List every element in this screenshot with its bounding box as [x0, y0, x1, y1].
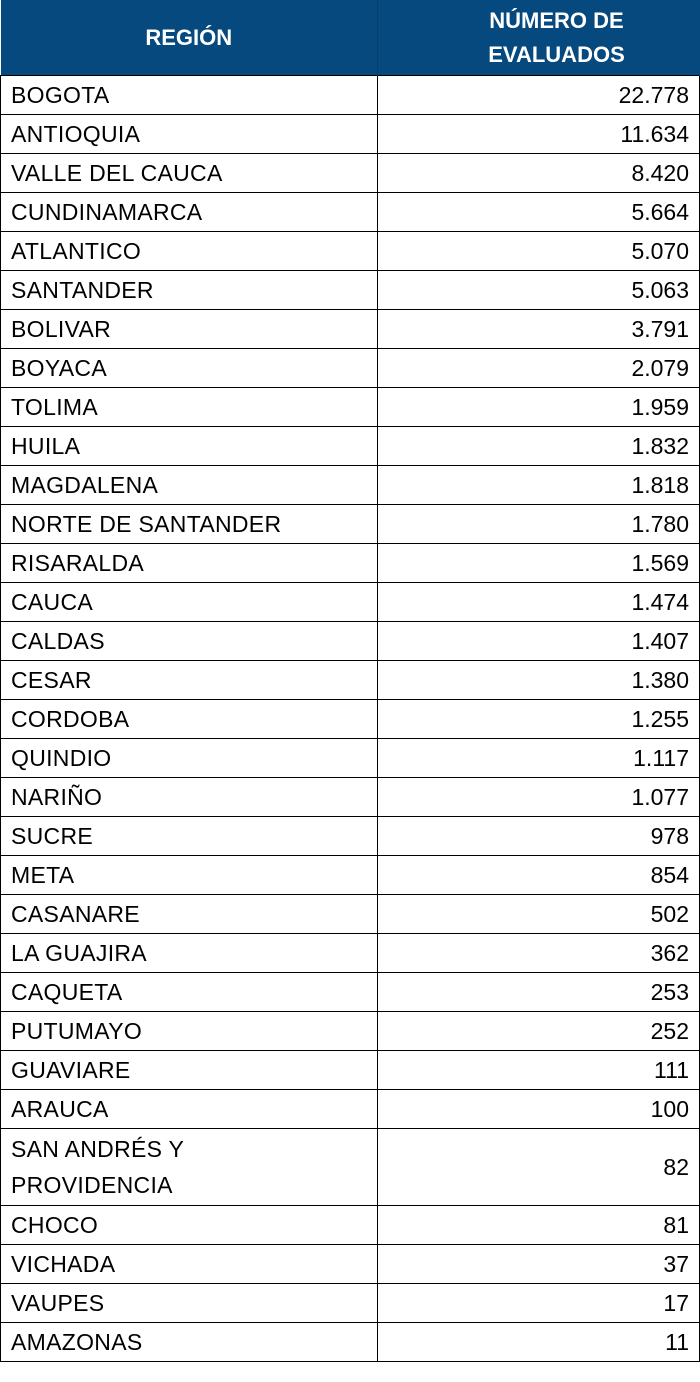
region-cell: BOGOTA [1, 76, 378, 115]
region-cell: HUILA [1, 427, 378, 466]
table-row [1, 388, 700, 427]
count-cell: 1.255 [378, 700, 700, 739]
table-row [1, 856, 700, 895]
table-row [1, 1206, 700, 1245]
region-cell: CUNDINAMARCA [1, 193, 378, 232]
column-header-count-line1: NÚMERO DE [489, 7, 624, 33]
count-cell: 5.664 [378, 193, 700, 232]
region-cell: VALLE DEL CAUCA [1, 154, 378, 193]
table-row [1, 1051, 700, 1090]
table-row [1, 700, 700, 739]
region-cell: VAUPES [1, 1284, 378, 1323]
region-cell: LA GUAJIRA [1, 934, 378, 973]
table-row [1, 193, 700, 232]
count-cell: 5.063 [378, 271, 700, 310]
table-body [1, 76, 700, 1362]
region-cell: GUAVIARE [1, 1051, 378, 1090]
count-cell: 111 [378, 1051, 700, 1090]
table-row [1, 76, 700, 115]
count-cell: 1.474 [378, 583, 700, 622]
count-cell: 1.780 [378, 505, 700, 544]
count-cell: 1.569 [378, 544, 700, 583]
region-cell: CASANARE [1, 895, 378, 934]
table-row [1, 583, 700, 622]
region-cell: CAQUETA [1, 973, 378, 1012]
count-cell: 37 [378, 1245, 700, 1284]
region-cell [1, 1129, 378, 1206]
count-cell: 978 [378, 817, 700, 856]
table-row [1, 310, 700, 349]
count-cell: 82 [378, 1129, 700, 1206]
region-cell: VICHADA [1, 1245, 378, 1284]
count-cell: 1.832 [378, 427, 700, 466]
count-cell: 2.079 [378, 349, 700, 388]
table-row [1, 622, 700, 661]
column-header-count-line2: EVALUADOS [488, 41, 625, 67]
table-row [1, 934, 700, 973]
table-row [1, 154, 700, 193]
table-header [1, 0, 700, 76]
count-cell: 22.778 [378, 76, 700, 115]
table-row [1, 115, 700, 154]
table-row [1, 232, 700, 271]
region-cell: PUTUMAYO [1, 1012, 378, 1051]
region-cell: CAUCA [1, 583, 378, 622]
count-cell: 11.634 [378, 115, 700, 154]
region-cell: META [1, 856, 378, 895]
region-cell: TOLIMA [1, 388, 378, 427]
region-cell: ANTIOQUIA [1, 115, 378, 154]
region-cell-line1: SAN ANDRÉS Y [11, 1136, 185, 1162]
count-cell: 11 [378, 1323, 700, 1362]
region-cell: RISARALDA [1, 544, 378, 583]
table-row [1, 895, 700, 934]
column-header-region: REGIÓN [1, 0, 378, 76]
count-cell: 17 [378, 1284, 700, 1323]
count-cell: 253 [378, 973, 700, 1012]
region-cell: CORDOBA [1, 700, 378, 739]
header-row [1, 0, 700, 76]
count-cell: 1.959 [378, 388, 700, 427]
count-cell: 362 [378, 934, 700, 973]
region-cell: CALDAS [1, 622, 378, 661]
region-cell: SUCRE [1, 817, 378, 856]
region-cell: MAGDALENA [1, 466, 378, 505]
region-cell-line2: PROVIDENCIA [11, 1172, 173, 1198]
count-cell: 8.420 [378, 154, 700, 193]
count-cell: 1.407 [378, 622, 700, 661]
table-row [1, 1284, 700, 1323]
table-row [1, 739, 700, 778]
region-cell: CESAR [1, 661, 378, 700]
table-row [1, 1245, 700, 1284]
table-row [1, 817, 700, 856]
count-cell: 81 [378, 1206, 700, 1245]
count-cell: 100 [378, 1090, 700, 1129]
region-cell: CHOCO [1, 1206, 378, 1245]
count-cell: 5.070 [378, 232, 700, 271]
table-row [1, 466, 700, 505]
count-cell: 1.818 [378, 466, 700, 505]
count-cell: 3.791 [378, 310, 700, 349]
table-row [1, 1323, 700, 1362]
table-row [1, 427, 700, 466]
table-row [1, 973, 700, 1012]
region-cell: QUINDIO [1, 739, 378, 778]
table-row [1, 271, 700, 310]
count-cell: 1.077 [378, 778, 700, 817]
count-cell: 1.380 [378, 661, 700, 700]
count-cell: 854 [378, 856, 700, 895]
region-cell: ARAUCA [1, 1090, 378, 1129]
region-cell: NORTE DE SANTANDER [1, 505, 378, 544]
count-cell: 252 [378, 1012, 700, 1051]
table-row [1, 778, 700, 817]
region-cell: BOLIVAR [1, 310, 378, 349]
table-row [1, 1012, 700, 1051]
count-cell: 502 [378, 895, 700, 934]
table-row [1, 505, 700, 544]
region-cell: BOYACA [1, 349, 378, 388]
column-header-count [378, 0, 700, 76]
region-cell: SANTANDER [1, 271, 378, 310]
region-cell: ATLANTICO [1, 232, 378, 271]
table-row [1, 661, 700, 700]
region-cell: NARIÑO [1, 778, 378, 817]
count-cell: 1.117 [378, 739, 700, 778]
table-row [1, 1090, 700, 1129]
table-row [1, 349, 700, 388]
table-row [1, 1129, 700, 1206]
region-cell: AMAZONAS [1, 1323, 378, 1362]
table-row [1, 544, 700, 583]
